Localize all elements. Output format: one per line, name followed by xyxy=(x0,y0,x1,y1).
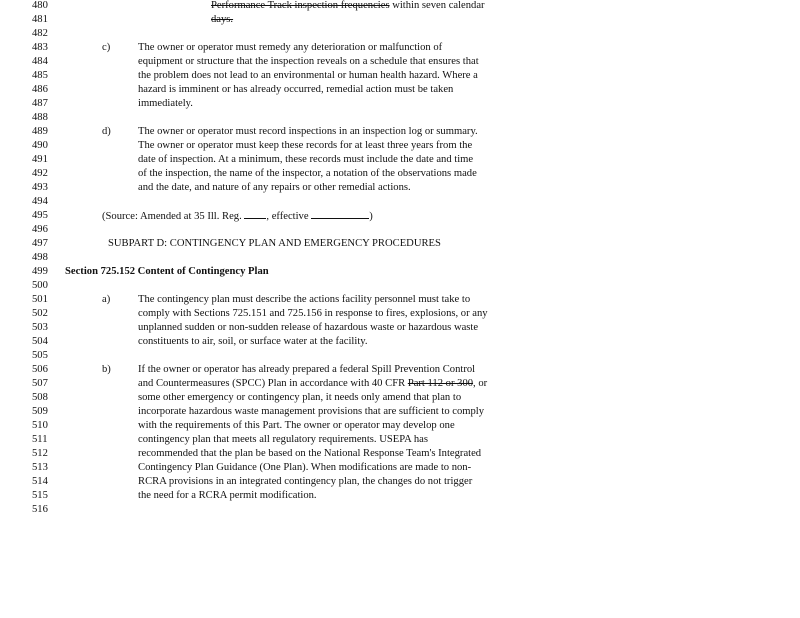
text-segment: hazard is imminent or has already occurred, remedial action must be taken xyxy=(138,84,454,95)
line-number: 480 xyxy=(32,0,48,11)
line-text xyxy=(138,153,473,167)
text-segment: of the inspection, the name of the inspector, a notation of the observations made xyxy=(138,168,477,179)
line-number: 482 xyxy=(32,28,48,39)
document-line xyxy=(0,69,800,83)
subsection-label: a) xyxy=(102,294,111,305)
document-line xyxy=(0,237,800,251)
line-text xyxy=(138,321,478,335)
document-line xyxy=(0,363,800,377)
text-segment: The owner or operator must record inspections in an inspection log or summary. xyxy=(138,126,478,137)
document-line xyxy=(0,111,800,125)
line-text xyxy=(138,461,471,475)
text-segment: , effective xyxy=(266,211,312,222)
line-text xyxy=(138,377,487,391)
document-line xyxy=(0,335,800,349)
line-number: 515 xyxy=(32,490,48,501)
document-line xyxy=(0,181,800,195)
text-segment: recommended that the plan be based on the National Response Team's Integrated xyxy=(138,448,482,459)
line-number: 507 xyxy=(32,378,48,389)
line-number: 496 xyxy=(32,224,48,235)
document-line xyxy=(0,83,800,97)
line-text xyxy=(211,13,233,27)
line-text xyxy=(138,139,472,153)
document-line xyxy=(0,447,800,461)
document-line xyxy=(0,13,800,27)
line-text xyxy=(138,433,428,447)
line-text xyxy=(138,97,193,111)
line-text xyxy=(138,307,488,321)
line-number: 516 xyxy=(32,504,48,515)
subsection-label: b) xyxy=(102,364,111,375)
line-number: 502 xyxy=(32,308,48,319)
document-line xyxy=(0,0,800,13)
document-line xyxy=(0,433,800,447)
line-text xyxy=(138,55,479,69)
line-text xyxy=(138,83,453,97)
line-number: 491 xyxy=(32,154,48,165)
text-segment: SUBPART D: CONTINGENCY PLAN AND EMERGENCY PROCEDURES xyxy=(108,238,441,249)
line-number: 484 xyxy=(32,56,48,67)
line-number: 513 xyxy=(32,462,48,473)
line-number: 497 xyxy=(32,238,48,249)
line-number: 490 xyxy=(32,140,48,151)
section-text xyxy=(65,265,269,279)
text-segment: incorporate hazardous waste management provisions that are sufficient to comply xyxy=(138,406,485,417)
struck-text: days. xyxy=(211,14,234,25)
line-text xyxy=(138,335,368,349)
text-segment: The contingency plan must describe the actions facility personnel must take to xyxy=(138,294,471,305)
document-line xyxy=(0,195,800,209)
struck-text: Performance Track inspection frequencies xyxy=(211,0,390,11)
document-line xyxy=(0,349,800,363)
text-segment: unplanned sudden or non-sudden release of hazardous waste or hazardous waste xyxy=(138,322,479,333)
document-line xyxy=(0,321,800,335)
line-number: 498 xyxy=(32,252,48,263)
document-line xyxy=(0,461,800,475)
document-line xyxy=(0,125,800,139)
document-line xyxy=(0,41,800,55)
document-line xyxy=(0,153,800,167)
document-line xyxy=(0,405,800,419)
fill-in-blank xyxy=(311,209,369,219)
document-line xyxy=(0,223,800,237)
line-number: 503 xyxy=(32,322,48,333)
line-text xyxy=(138,41,442,55)
text-segment: RCRA provisions in an integrated contingency plan, the changes do not trigger xyxy=(138,476,473,487)
line-text xyxy=(211,0,485,13)
text-segment: Section 725.152 Content of Contingency Plan xyxy=(65,266,269,277)
document-line xyxy=(0,377,800,391)
line-number: 514 xyxy=(32,476,48,487)
text-segment: some other emergency or contingency plan, it needs only amend that plan to xyxy=(138,392,462,403)
line-number: 483 xyxy=(32,42,48,53)
line-number: 486 xyxy=(32,84,48,95)
text-segment: Contingency Plan Guidance (One Plan). When modifications are made to non- xyxy=(138,462,472,473)
line-text xyxy=(138,447,481,461)
text-segment: ) xyxy=(369,211,373,222)
line-text xyxy=(138,125,478,139)
line-number: 488 xyxy=(32,112,48,123)
line-number: 499 xyxy=(32,266,48,277)
line-text xyxy=(138,181,411,195)
line-number: 487 xyxy=(32,98,48,109)
document-line xyxy=(0,167,800,181)
line-number: 495 xyxy=(32,210,48,221)
document-line xyxy=(0,27,800,41)
line-text xyxy=(138,419,455,433)
line-number: 500 xyxy=(32,280,48,291)
text-segment: (Source: Amended at 35 Ill. Reg. xyxy=(102,211,245,222)
line-number: 481 xyxy=(32,14,48,25)
document-line xyxy=(0,391,800,405)
line-text xyxy=(138,405,484,419)
line-number: 505 xyxy=(32,350,48,361)
text-segment: comply with Sections 725.151 and 725.156 in response to fires, explosions, or any xyxy=(138,308,488,319)
line-number: 512 xyxy=(32,448,48,459)
document-line xyxy=(0,489,800,503)
subpart-text xyxy=(108,237,441,251)
document-line xyxy=(0,419,800,433)
line-number: 511 xyxy=(32,434,48,445)
text-segment: immediately. xyxy=(138,98,193,109)
line-text xyxy=(138,363,475,377)
text-segment: within seven calendar xyxy=(389,0,485,11)
line-number: 492 xyxy=(32,168,48,179)
text-segment: contingency plan that meets all regulatory requirements. USEPA has xyxy=(138,434,428,445)
line-number: 485 xyxy=(32,70,48,81)
text-segment: , or xyxy=(473,378,488,389)
document-line xyxy=(0,97,800,111)
line-text xyxy=(138,167,477,181)
text-segment: and the date, and nature of any repairs or other remedial actions. xyxy=(138,182,411,193)
document-line xyxy=(0,265,800,279)
document-line xyxy=(0,139,800,153)
text-segment: The owner or operator must remedy any deterioration or malfunction of xyxy=(138,42,443,53)
text-segment: the problem does not lead to an environmental or human health hazard. Where a xyxy=(138,70,478,81)
struck-text: Part 112 or 300 xyxy=(407,378,474,389)
text-segment: If the owner or operator has already prepared a federal Spill Prevention Control xyxy=(138,364,476,375)
document-line xyxy=(0,209,800,223)
line-number: 501 xyxy=(32,294,48,305)
line-number: 506 xyxy=(32,364,48,375)
text-segment: with the requirements of this Part. The owner or operator may develop one xyxy=(138,420,455,431)
line-number: 504 xyxy=(32,336,48,347)
fill-in-blank xyxy=(244,209,266,219)
source-text xyxy=(102,209,373,224)
text-segment: constituents to air, soil, or surface water at the facility. xyxy=(138,336,368,347)
line-text xyxy=(138,475,472,489)
document-line xyxy=(0,475,800,489)
document-line xyxy=(0,251,800,265)
line-number: 494 xyxy=(32,196,48,207)
line-number: 510 xyxy=(32,420,48,431)
document-line xyxy=(0,55,800,69)
line-text xyxy=(138,489,317,503)
text-segment: The owner or operator must keep these records for at least three years from the xyxy=(138,140,473,151)
line-number: 509 xyxy=(32,406,48,417)
subsection-label: c) xyxy=(102,42,111,53)
line-number: 489 xyxy=(32,126,48,137)
line-text xyxy=(138,391,461,405)
text-segment: equipment or structure that the inspection reveals on a schedule that ensures that xyxy=(138,56,479,67)
document-line xyxy=(0,307,800,321)
text-segment: and Countermeasures (SPCC) Plan in accordance with 40 CFR xyxy=(138,378,408,389)
document-line xyxy=(0,293,800,307)
text-segment: the need for a RCRA permit modification. xyxy=(138,490,317,501)
line-number: 508 xyxy=(32,392,48,403)
line-text xyxy=(138,293,470,307)
line-number: 493 xyxy=(32,182,48,193)
subsection-label: d) xyxy=(102,126,111,137)
line-text xyxy=(138,69,478,83)
document-line xyxy=(0,503,800,517)
document-line xyxy=(0,279,800,293)
text-segment: date of inspection. At a minimum, these records must include the date and time xyxy=(138,154,474,165)
